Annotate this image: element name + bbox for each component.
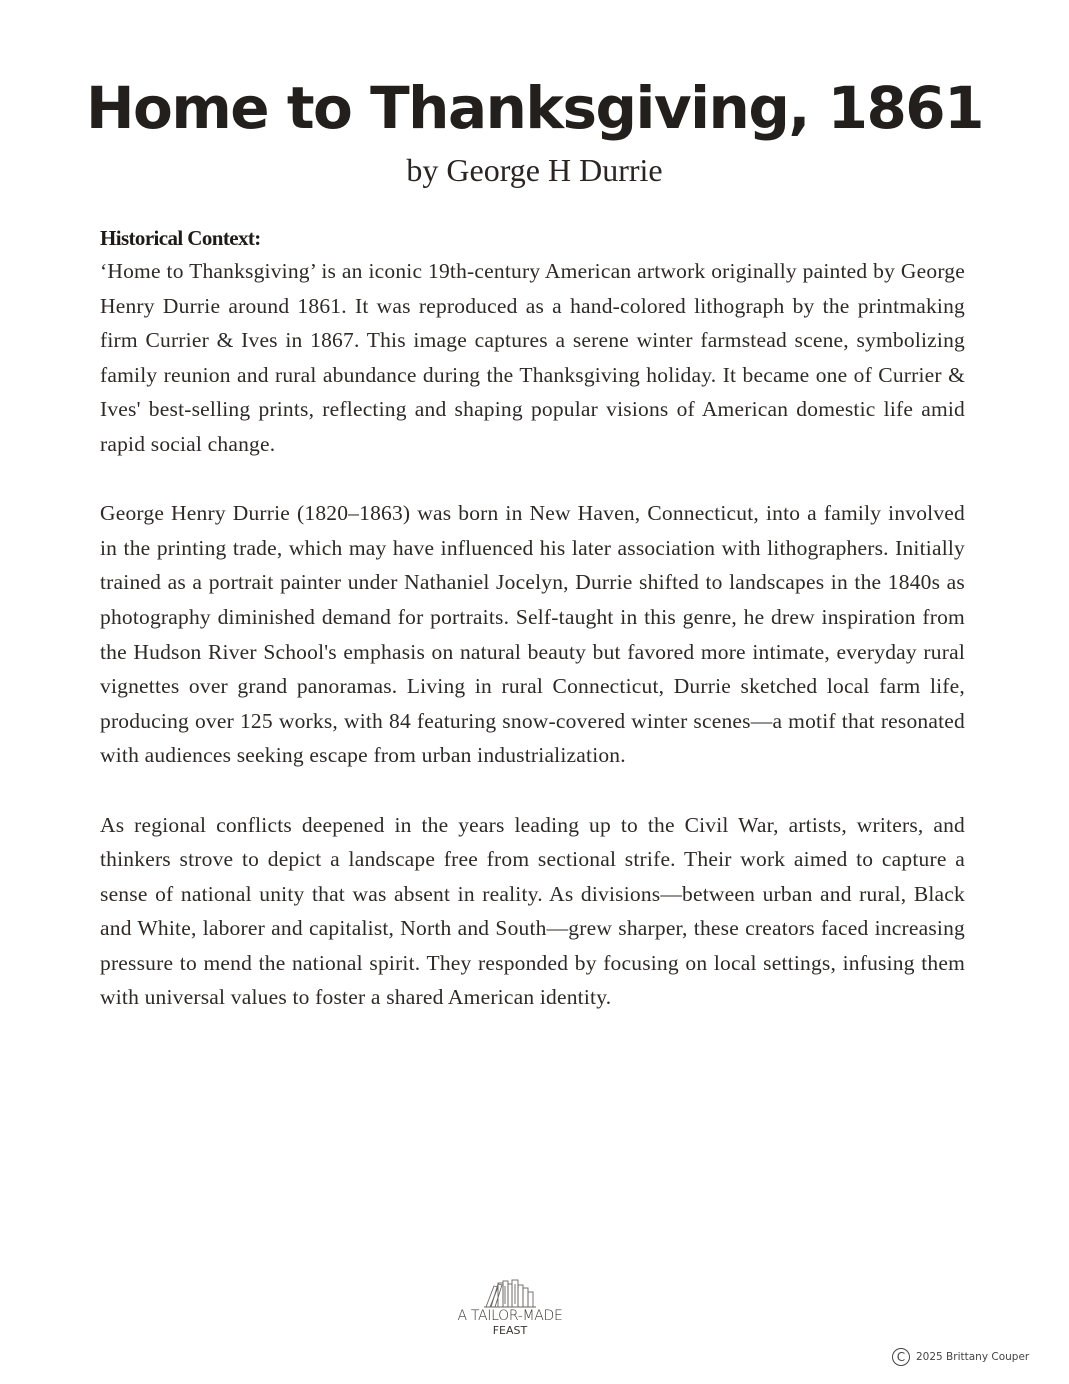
- logo-text-line1: A TAILOR-MADE: [457, 1308, 563, 1324]
- historical-context-section: [100, 222, 965, 1050]
- copyright-text: 2025 Brittany Couper: [916, 1351, 1030, 1363]
- brand-logo: [430, 1278, 590, 1338]
- section-heading: Historical Context:: [100, 226, 261, 250]
- page-subtitle-author: by George H Durrie: [406, 152, 663, 188]
- copyright-icon: C: [892, 1348, 910, 1366]
- paragraph-artwork-overview: ‘Home to Thanksgiving’ is an iconic 19th-century American artwork originally painted by George Henry Durrie around 1861. It was reproduced as a hand-colored lithograph by the printmaking firm Currier & Ives in 1867. This image captures a serene winter farmstead scene, symbolizing family reunion and rural abundance during the Thanksgiving holiday. It became one of Currier & Ives' best-selling prints, reflecting and shaping popular visions of American domestic life amid rapid social change.: [100, 259, 965, 456]
- paragraph-artist-biography: George Henry Durrie (1820–1863) was born in New Haven, Connecticut, into a family involved in the printing trade, which may have influenced his later association with lithographers. Initially trained as a portrait painter under Nathaniel Jocelyn, Durrie shifted to landscapes in the 1840s as photography diminished demand for portraits. Self-taught in this genre, he drew inspiration from the Hudson River School's emphasis on natural beauty but favored more intimate, everyday rural vignettes over grand panoramas. Living in rural Connecticut, Durrie sketched local farm life, producing over 125 works, with 84 featuring snow-covered winter scenes—a motif that resonated with audiences seeking escape from urban industrialization.: [100, 501, 965, 768]
- copyright-notice: [892, 1348, 1029, 1366]
- books-icon: [480, 1278, 540, 1308]
- paragraph-civil-war-context: As regional conflicts deepened in the years leading up to the Civil War, artists, writers, and thinkers strove to depict a landscape free from sectional strife. Their work aimed to capture a sense of national unity that was absent in reality. As divisions—between urban and rural, Black and White, laborer and capitalist, North and South—grew sharper, these creators faced increasing pressure to mend the national spirit. They responded by focusing on local settings, infusing them with universal values to foster a shared American identity.: [100, 812, 965, 1010]
- page-title: Home to Thanksgiving, 1861: [85, 74, 984, 142]
- logo-text-line2: FEAST: [492, 1324, 528, 1337]
